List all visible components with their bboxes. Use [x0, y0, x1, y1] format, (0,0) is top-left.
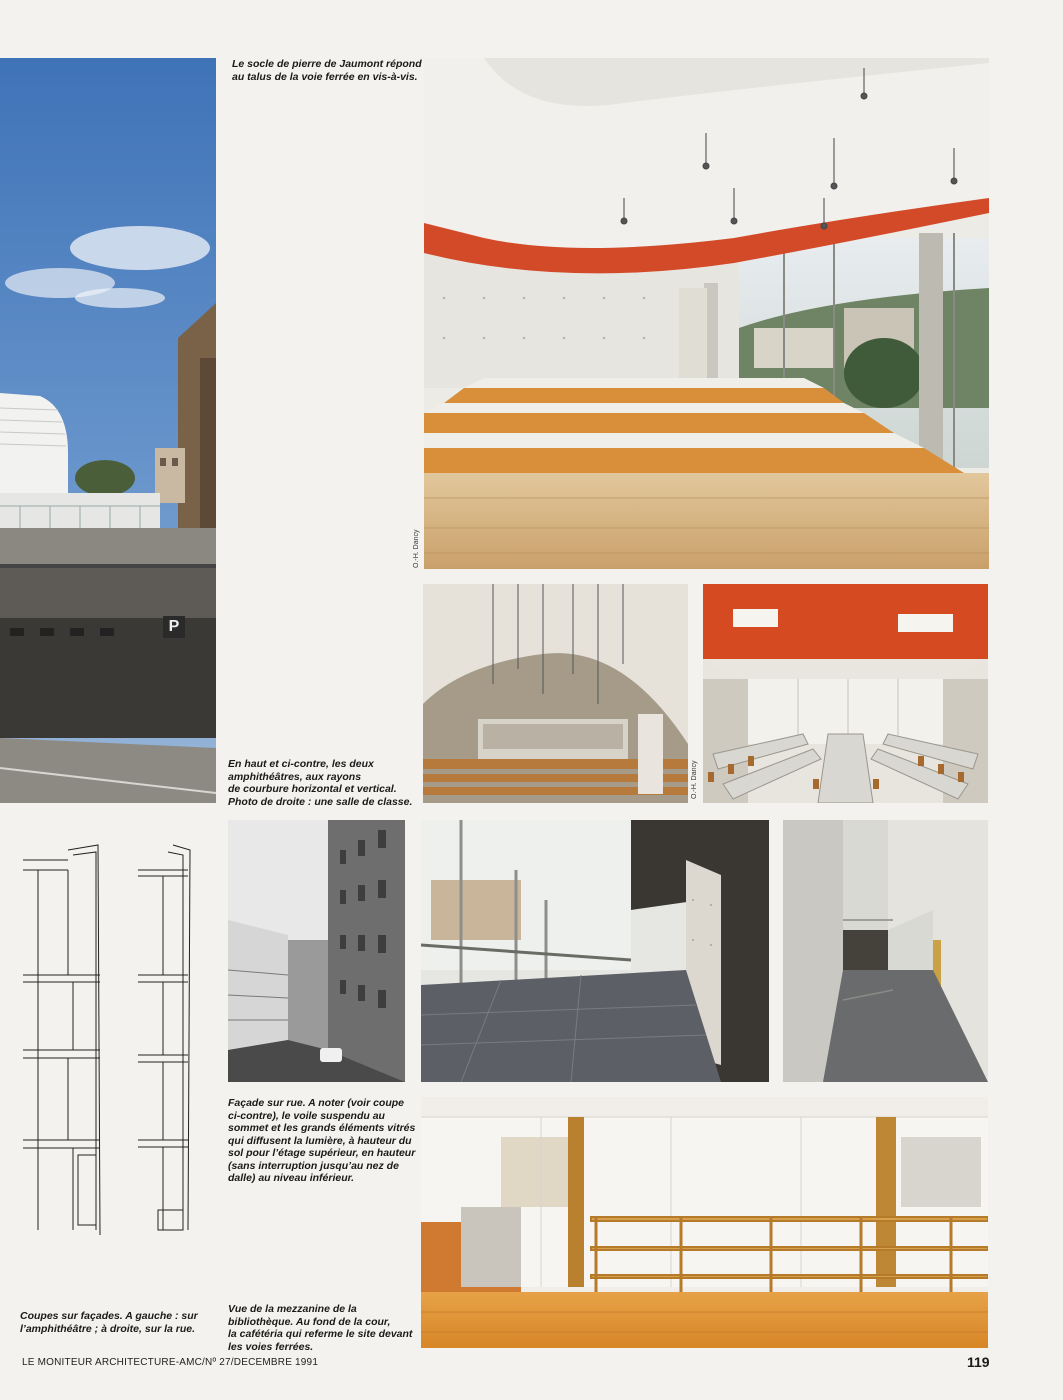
library-mezzanine-photo [421, 1097, 988, 1348]
publication-footer: LE MONITEUR ARCHITECTURE-AMC/Nº 27/DECEMBRE 1991 [22, 1357, 319, 1368]
photo-credit-classroom: O.-H. Dancy [691, 760, 698, 799]
hall-photo [421, 820, 769, 1082]
exterior-photo [0, 58, 216, 803]
caption-mezzanine: Vue de la mezzanine de la bibliothèque. Au fond de la cour, la cafétéria qui referme le site devant les voies ferrées. [228, 1303, 413, 1353]
amphitheatre-photo-large [424, 58, 989, 569]
parking-sign: P [163, 616, 185, 638]
caption-facade: Façade sur rue. A noter (voir coupe ci-contre), le voile suspendu au sommet et les grands éléments vitrés qui diffusent la lumière, à hauteur du sol pour l’étage supérieur, en hauteur (sans interruption jusqu’au nez de dalle) au niveau inférieur. [228, 1097, 416, 1184]
caption-top: Le socle de pierre de Jaumont répond au talus de la voie ferrée en vis-à-vis. [232, 58, 422, 83]
facade-section-drawings [18, 840, 218, 1250]
street-facade-photo [228, 820, 405, 1082]
photo-credit-main: O.-H. Dancy [413, 529, 420, 568]
corridor-photo [783, 820, 988, 1082]
caption-sections: Coupes sur façades. A gauche : sur l’amphithéâtre ; à droite, sur la rue. [20, 1310, 198, 1335]
amphitheatre-photo-small [423, 584, 688, 803]
classroom-photo [703, 584, 988, 803]
page-number: 119 [967, 1354, 990, 1370]
caption-amphitheatres: En haut et ci-contre, les deux amphithéâtres, aux rayons de courbure horizontal et vertical. Photo de droite : une salle de classe. [228, 758, 413, 808]
